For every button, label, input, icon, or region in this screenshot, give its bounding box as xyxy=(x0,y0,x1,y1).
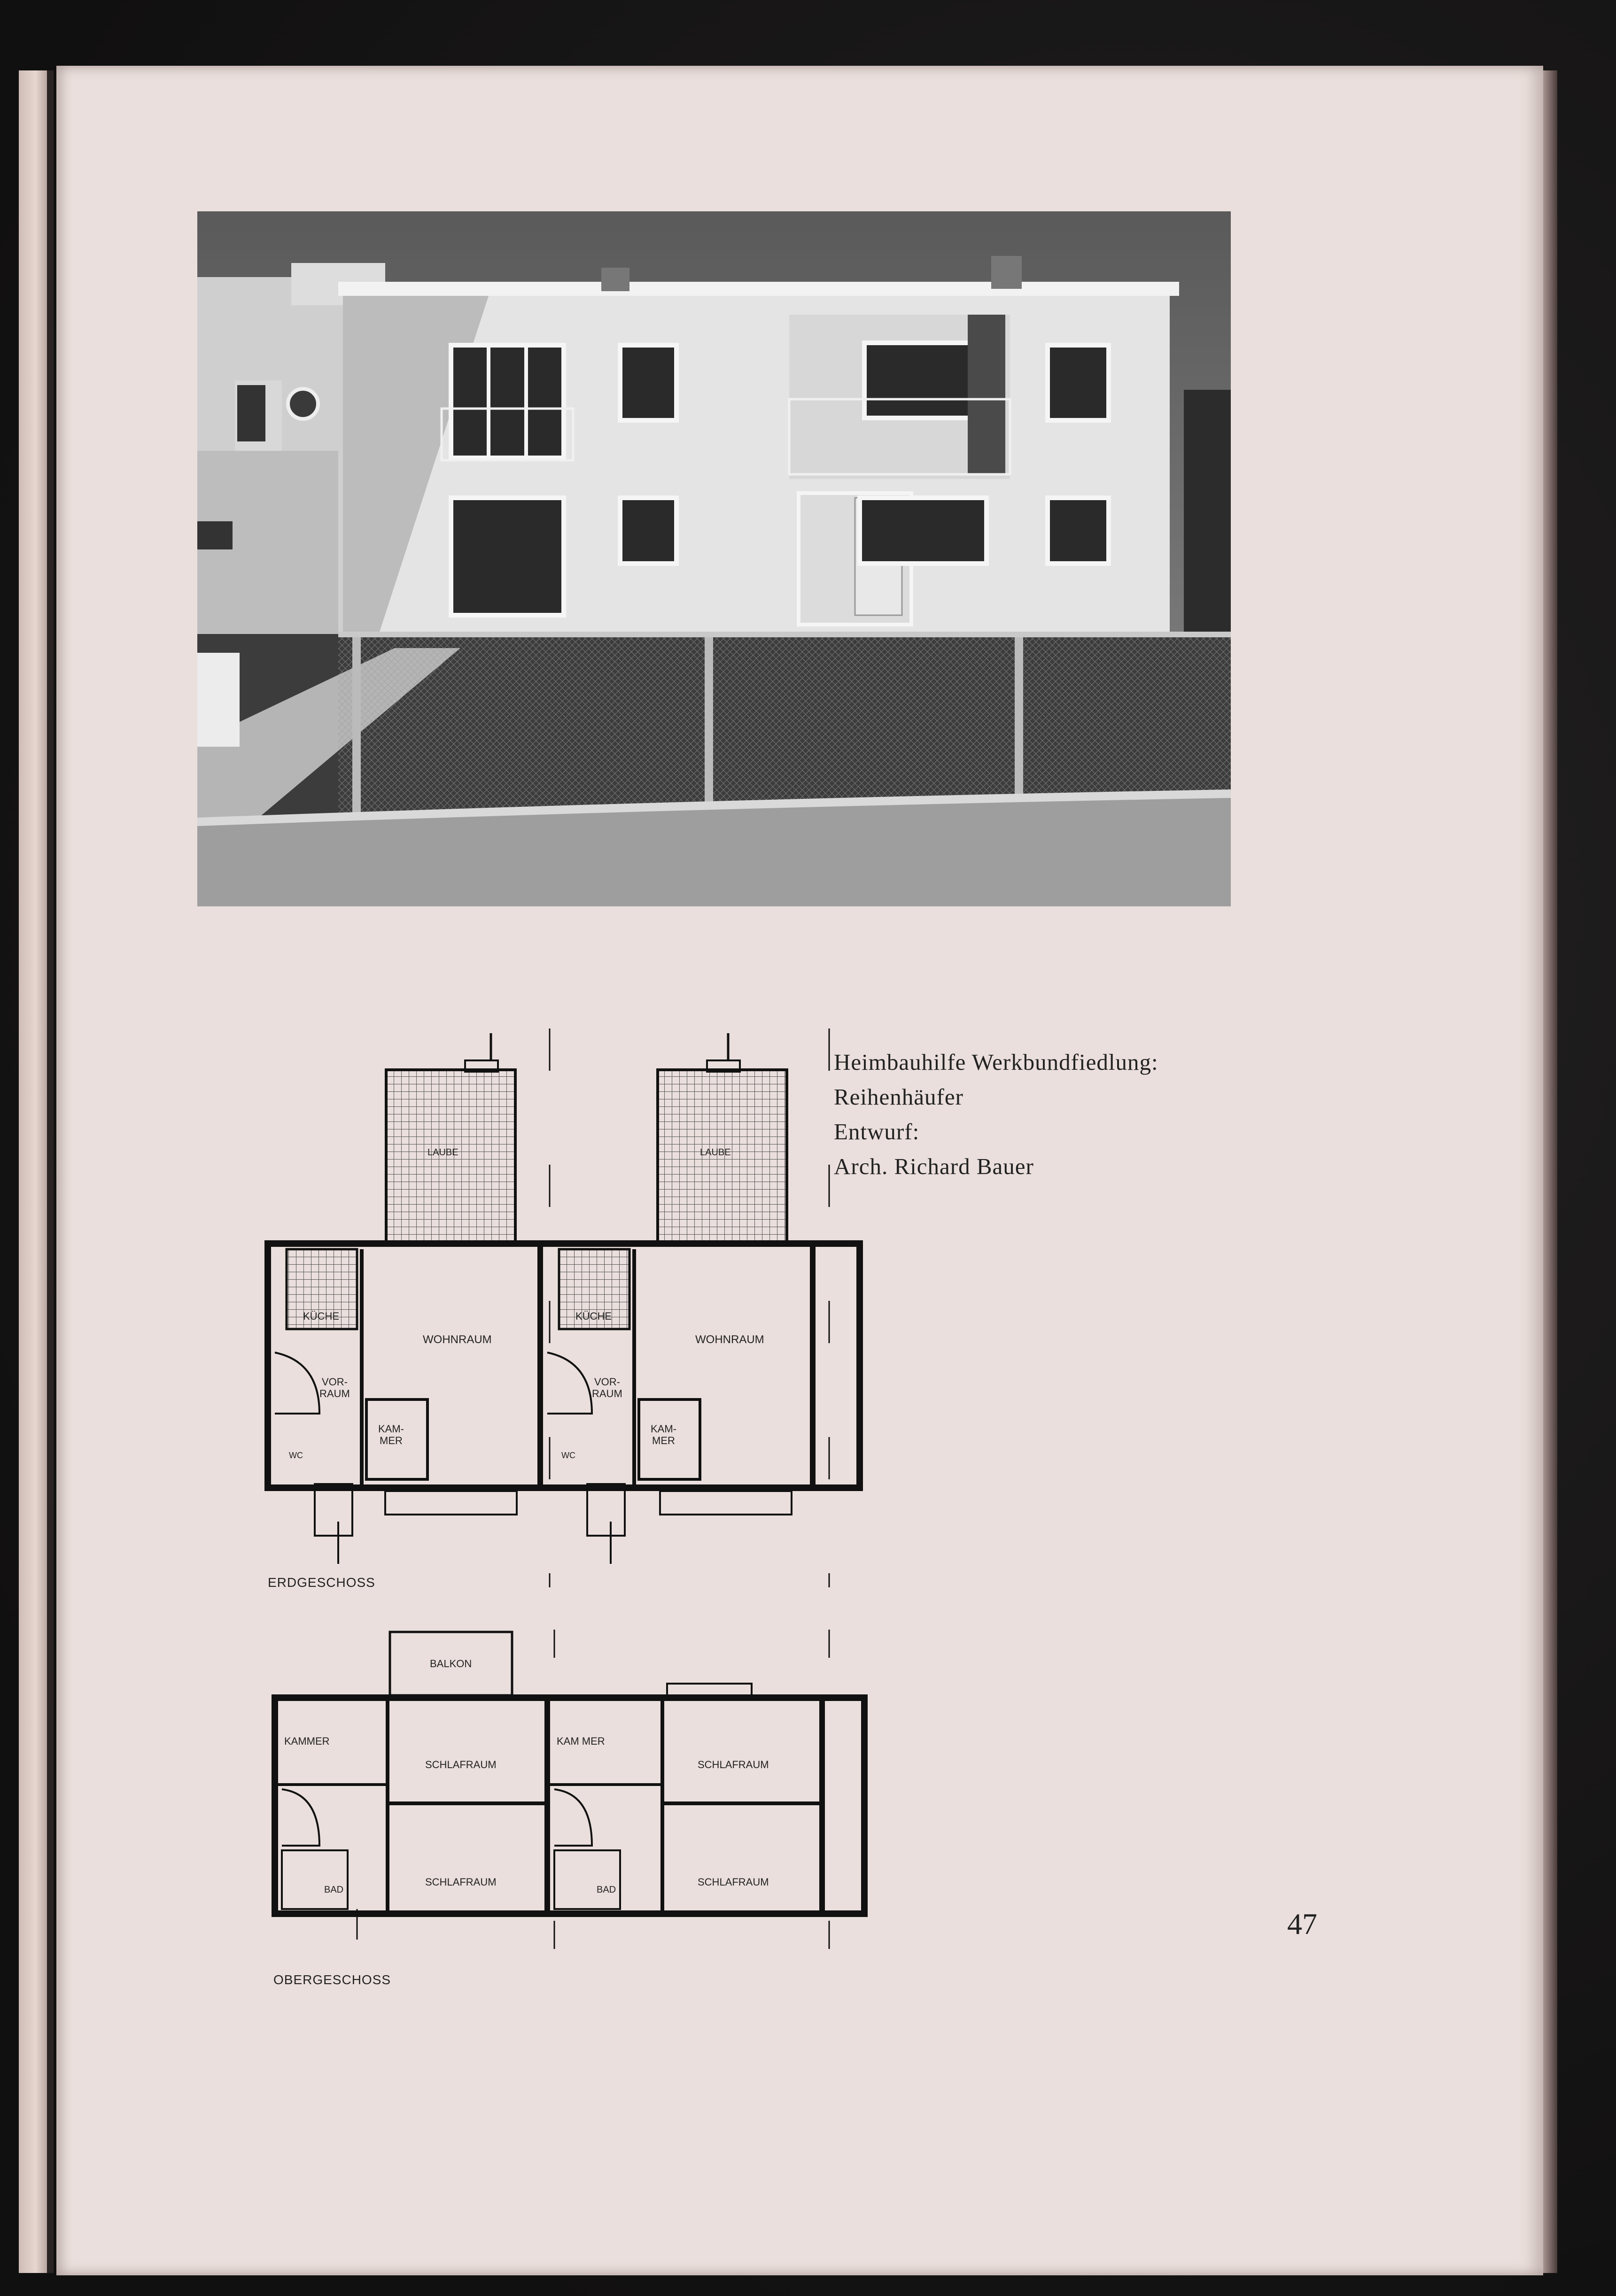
eg-b-laube: LAUBE xyxy=(700,1147,731,1158)
eg-a-vorraum-1: VOR- xyxy=(322,1376,348,1388)
caption-design-label: Entwurf: xyxy=(834,1119,920,1144)
eg-a-wc: WC xyxy=(289,1451,303,1460)
og-balkon: BALKON xyxy=(430,1658,472,1670)
eg-a-kammer-2: MER xyxy=(380,1435,403,1446)
og-b-kammer: KAM MER xyxy=(557,1735,605,1747)
ground-floor-plan xyxy=(258,1024,907,1592)
og-b-schlafraum-1: SCHLAFRAUM xyxy=(698,1759,769,1770)
eg-b-kammer-2: MER xyxy=(652,1435,675,1446)
eg-b-wohnraum: WOHNRAUM xyxy=(695,1333,764,1346)
og-a-kammer: KAMMER xyxy=(284,1735,330,1747)
eg-a-kueche: KÜCHE xyxy=(303,1310,340,1322)
eg-b-kammer-1: KAM- xyxy=(651,1423,676,1435)
eg-b-vorraum-1: VOR- xyxy=(594,1376,620,1388)
og-b-bad: BAD xyxy=(597,1885,616,1895)
book-spine xyxy=(47,70,54,2273)
eg-b-kueche: KÜCHE xyxy=(575,1310,612,1322)
caption-title: Heimbauhilfe Werkbundfiedlung: xyxy=(834,1049,1158,1075)
eg-a-vorraum-2: RAUM xyxy=(319,1388,350,1399)
ground-floor-label: ERDGESCHOSS xyxy=(268,1575,375,1590)
og-b-schlafraum-2: SCHLAFRAUM xyxy=(698,1876,769,1888)
eg-a-kammer-1: KAM- xyxy=(378,1423,404,1435)
upper-floor-plan xyxy=(263,1630,911,1987)
caption-subtitle: Reihenhäufer xyxy=(834,1084,963,1110)
caption-architect: Arch. Richard Bauer xyxy=(834,1153,1034,1179)
og-a-schlafraum-1: SCHLAFRAUM xyxy=(425,1759,497,1770)
eg-a-laube: LAUBE xyxy=(427,1147,458,1158)
og-a-schlafraum-2: SCHLAFRAUM xyxy=(425,1876,497,1888)
page-edge-shadow xyxy=(1543,70,1557,2273)
og-a-bad: BAD xyxy=(324,1885,344,1895)
upper-floor-label: OBERGESCHOSS xyxy=(273,1972,391,1987)
previous-page-edge xyxy=(19,70,47,2273)
eg-b-wc: WC xyxy=(561,1451,575,1460)
house-photograph xyxy=(197,211,1231,906)
page-number: 47 xyxy=(1287,1907,1317,1940)
eg-a-wohnraum: WOHNRAUM xyxy=(423,1333,492,1346)
eg-b-vorraum-2: RAUM xyxy=(592,1388,622,1399)
